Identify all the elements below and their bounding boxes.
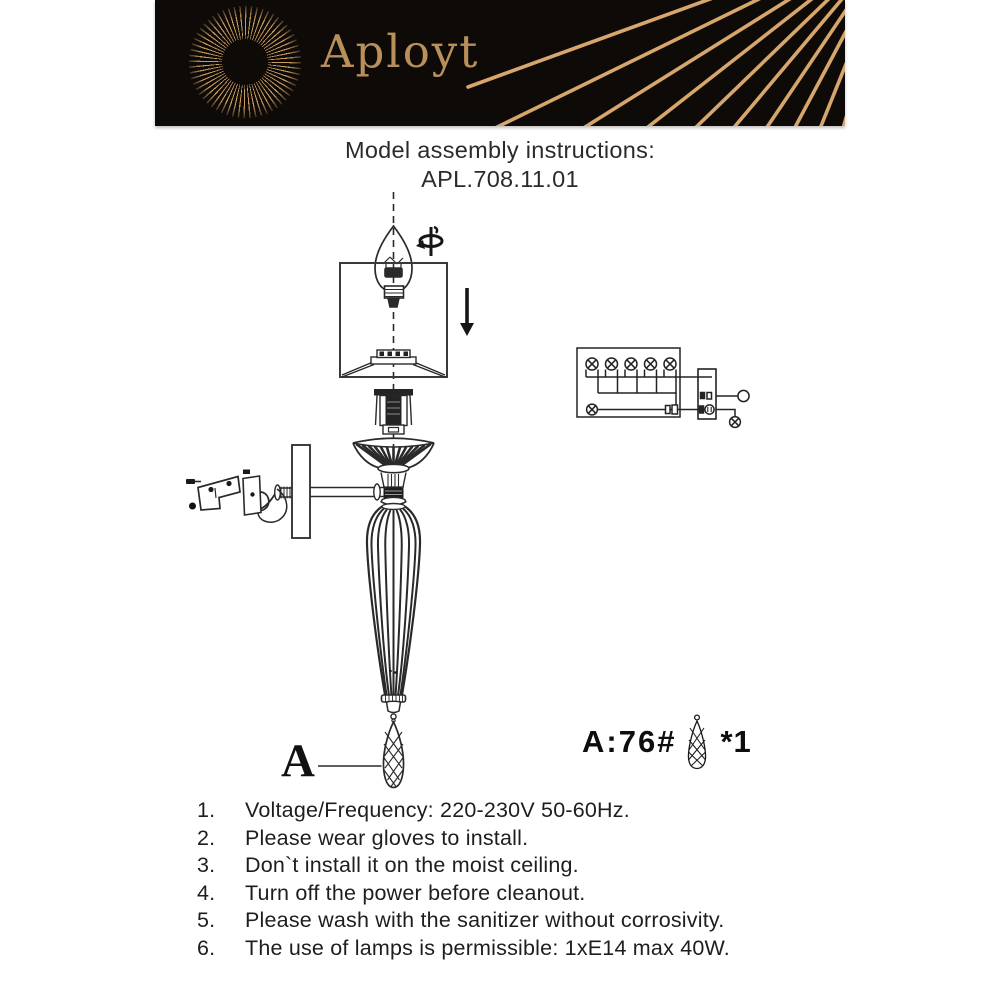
brand-name: Aployt [321,25,480,78]
glass-body-drawing [367,504,420,723]
instructions-list [197,797,857,963]
item-text: Turn off the power before cleanout. [245,880,586,905]
socket-drawing [374,389,413,434]
item-number: 4. [197,880,216,905]
model-number: APL.708.11.01 [421,165,579,192]
wall-mount-drawing [186,445,386,538]
item-text: Please wear gloves to install. [245,825,529,850]
wiring-diagram [577,348,749,427]
item-text: The use of lamps is permissible: 1xE14 max 40W. [245,935,730,960]
rotation-arrow-icon [416,227,442,256]
item-number: 5. [197,908,216,933]
part-code: A:76# [582,724,677,759]
part-quantity: *1 [720,724,752,759]
list-item [197,935,857,963]
item-text: Please wash with the sanitizer without corrosivity. [245,908,725,933]
item-number: 3. [197,853,216,878]
parts-legend [582,712,752,772]
callout-label-a: A [281,735,315,787]
list-item [197,825,857,853]
item-text: Voltage/Frequency: 220-230V 50-60Hz. [245,798,630,822]
item-number: 2. [197,825,216,850]
list-item [197,880,857,908]
item-text: Don`t install it on the moist ceiling. [245,853,579,878]
arm-knob-drawing [381,488,407,506]
title-line1: Model assembly instructions: [344,137,656,163]
item-number: 6. [197,935,216,960]
item-number: 1. [197,798,216,822]
list-item [197,797,857,825]
list-item [197,907,857,935]
crystal-drop-icon [684,713,710,771]
crystal-drop-drawing [318,722,404,788]
list-item [197,852,857,880]
insert-arrow-icon [460,288,474,336]
